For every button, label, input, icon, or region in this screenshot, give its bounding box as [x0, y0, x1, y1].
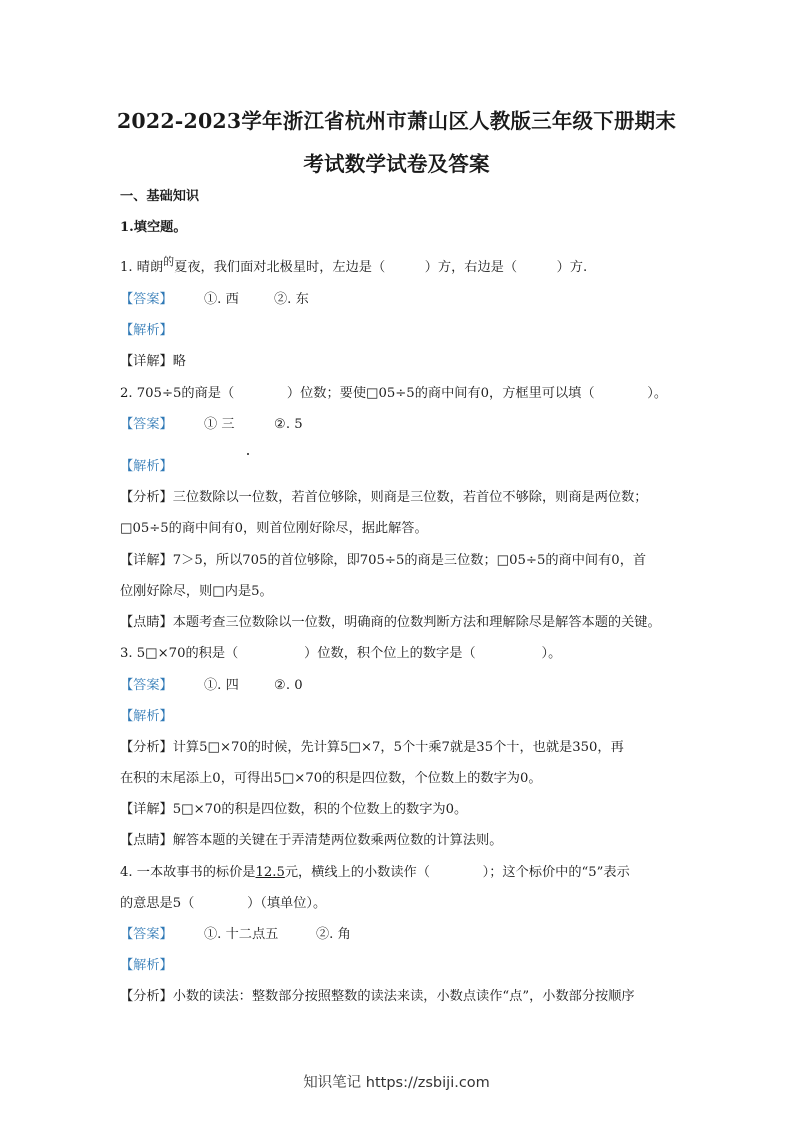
analysis-tag: 【解析】: [120, 709, 173, 724]
comment-tag: 【点睛】: [120, 615, 173, 630]
answer-3-item-2: ②. 0: [274, 678, 303, 693]
answer-1: [120, 291, 680, 309]
analysis-2-line-2: □05÷5的商中间有0，则首位刚好除尽，据此解答。: [120, 521, 428, 536]
footer-watermark: 知识笔记 https://zsbiji.com: [303, 1075, 490, 1091]
section-heading: 一、基础知识: [120, 189, 200, 204]
comment-text: 解答本题的关键在于弄清楚两位数乘两位数的计算法则。: [172, 833, 503, 848]
answer-2-item-1: ① 三: [204, 417, 235, 432]
fenxi-text: 三位数除以一位数，若首位够除，则商是三位数，若首位不够除，则商是两位数；: [172, 490, 648, 505]
question-2: 2. 705÷5的商是（ ）位数；要使□05÷5的商中间有0，方框里可以填（ ）。: [120, 386, 668, 401]
question-1-post: 夏夜，我们面对北极星时，左边是（ ）方，右边是（ ）方.: [174, 260, 588, 275]
subsection-heading: 1.填空题。: [120, 220, 187, 235]
question-1: [120, 255, 588, 277]
detail-3: [120, 801, 467, 819]
fenxi-tag: 【分析】: [120, 740, 173, 755]
detail-1: [120, 353, 186, 371]
answer-tag: 【答案】: [120, 417, 173, 432]
analysis-2-line-1: [120, 489, 648, 507]
answer-3-item-1: ①. 四: [204, 678, 239, 693]
question-4-line-2: 的意思是5（ ）（填单位）。: [120, 896, 327, 911]
question-1-sup: 的: [163, 255, 175, 268]
page-title-line-2: 考试数学试卷及答案: [303, 152, 490, 176]
detail-2-line-1: [120, 552, 646, 570]
fenxi-text: 小数的读法：整数部分按照整数的读法来读，小数点读作“点”，小数部分按顺序: [172, 989, 635, 1004]
question-4-line-1: [120, 864, 630, 882]
answer-2: [120, 416, 680, 434]
answer-1-item-1: ①. 西: [204, 292, 239, 307]
detail-text: 略: [172, 354, 186, 369]
fenxi-tag: 【分析】: [120, 989, 173, 1004]
analysis-tag: 【解析】: [120, 323, 173, 338]
answer-tag: 【答案】: [120, 927, 173, 942]
question-4-underlined-price: 12.5: [255, 865, 285, 880]
question-4-post: 元，横线上的小数读作（ ）；这个标价中的“5”表示: [284, 865, 630, 880]
analysis-tag: 【解析】: [120, 459, 173, 474]
comment-text: 本题考查三位数除以一位数，明确商的位数判断方法和理解除尽是解答本题的关键。: [172, 615, 661, 630]
analysis-3-line-2: 在积的末尾添上0，可得出5□×70的积是四位数，个位数上的数字为0。: [120, 771, 542, 786]
fenxi-tag: 【分析】: [120, 490, 173, 505]
answer-3: [120, 677, 680, 695]
fenxi-text: 计算5□×70的时候，先计算5□×7，5个十乘7就是35个十，也就是350，再: [172, 740, 624, 755]
answer-tag: 【答案】: [120, 292, 173, 307]
question-3: 3. 5□×70的积是（ ）位数，积个位上的数字是（ ）。: [120, 646, 562, 661]
comment-2: [120, 614, 661, 632]
detail-2-line-2: 位刚好除尽，则□内是5。: [120, 584, 273, 599]
analysis-3-line-1: [120, 739, 624, 757]
answer-4-item-2: ②. 角: [316, 927, 351, 942]
answer-4: [120, 926, 680, 944]
detail-tag: 【详解】: [120, 802, 173, 817]
stray-mark: [247, 453, 249, 455]
answer-tag: 【答案】: [120, 678, 173, 693]
question-1-pre: 1. 晴朗: [120, 260, 164, 275]
comment-3: [120, 832, 502, 850]
detail-tag: 【详解】: [120, 354, 173, 369]
answer-2-item-2: ②. 5: [274, 417, 303, 432]
detail-text: 7＞5，所以705的首位够除，即705÷5的商是三位数；□05÷5的商中间有0，首: [172, 553, 647, 568]
comment-tag: 【点睛】: [120, 833, 173, 848]
page-title-line-1: 2022-2023学年浙江省杭州市萧山区人教版三年级下册期末: [116, 109, 677, 133]
answer-4-item-1: ①. 十二点五: [204, 927, 279, 942]
analysis-4-line-1: [120, 988, 635, 1006]
detail-text: 5□×70的积是四位数，积的个位数上的数字为0。: [172, 802, 468, 817]
question-4-pre: 4. 一本故事书的标价是: [120, 865, 256, 880]
detail-tag: 【详解】: [120, 553, 173, 568]
answer-1-item-2: ②. 东: [274, 292, 309, 307]
analysis-tag: 【解析】: [120, 958, 173, 973]
